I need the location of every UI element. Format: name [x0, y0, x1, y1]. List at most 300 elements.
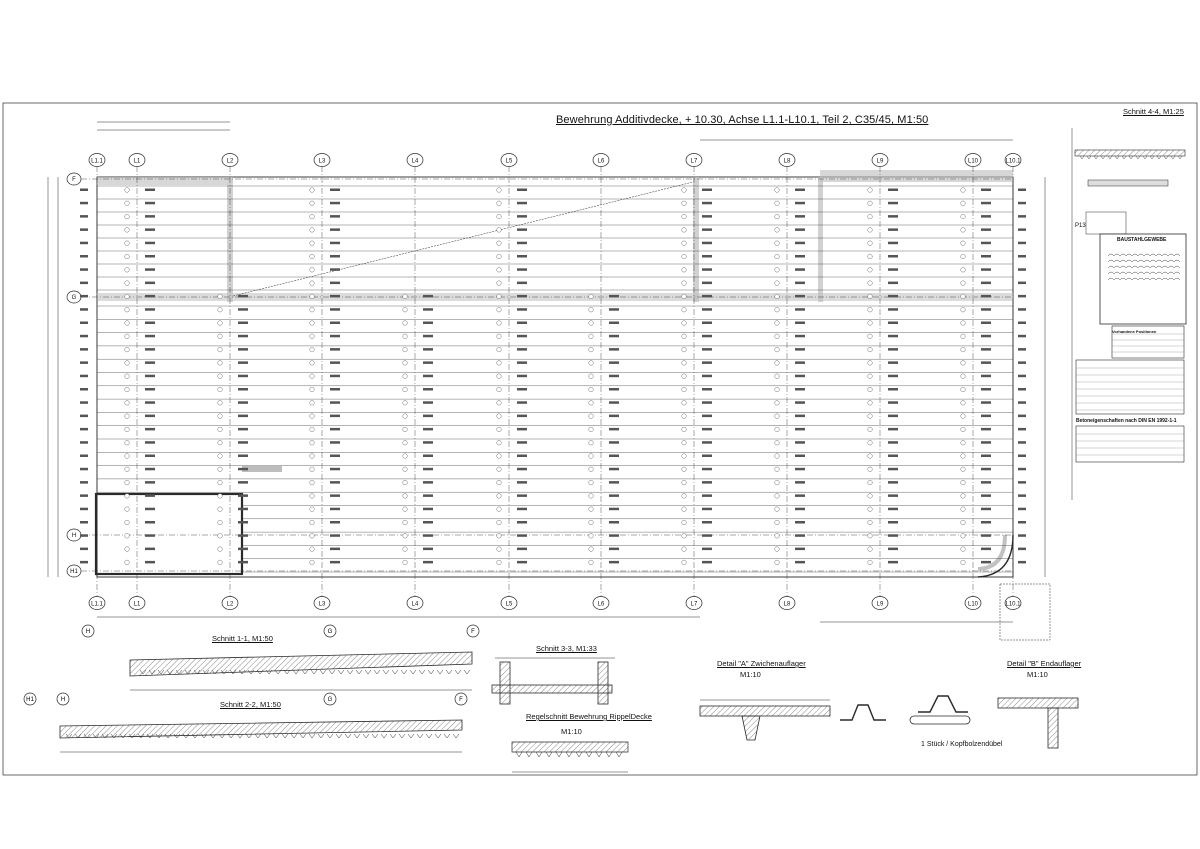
position-marker: [589, 494, 594, 499]
rebar-tag: [795, 415, 805, 418]
position-marker: [125, 480, 130, 485]
position-marker: [310, 480, 315, 485]
rib: [556, 752, 562, 757]
position-marker: [403, 361, 408, 366]
position-marker: [218, 401, 223, 406]
rib: [1171, 156, 1175, 159]
rebar-tag: [981, 335, 991, 338]
rebar-tag: [80, 255, 88, 258]
rib: [255, 734, 261, 738]
rebar-tag: [795, 494, 805, 497]
position-marker: [218, 547, 223, 552]
position-marker: [218, 480, 223, 485]
rebar-tag: [795, 335, 805, 338]
rebar-tag: [238, 335, 248, 338]
position-marker: [682, 494, 687, 499]
rebar-tag: [330, 228, 340, 231]
rebar-tag: [145, 268, 155, 271]
position-marker: [125, 547, 130, 552]
rebar-tag: [981, 228, 991, 231]
axis-label: L10: [967, 601, 979, 608]
rebar-tag: [517, 561, 527, 564]
position-marker: [775, 294, 780, 299]
position-marker: [682, 454, 687, 459]
position-marker: [497, 440, 502, 445]
rebar-tag: [1018, 548, 1026, 551]
position-marker: [310, 347, 315, 352]
rebar-tag: [981, 202, 991, 205]
rebar-tag: [795, 215, 805, 218]
rebar-tag: [517, 202, 527, 205]
rebar-tag: [981, 361, 991, 364]
position-marker: [682, 268, 687, 273]
rib: [546, 752, 552, 757]
position-marker: [310, 547, 315, 552]
rebar-tag: [795, 455, 805, 458]
rib: [596, 752, 602, 757]
rebar-tag: [423, 295, 433, 298]
rib: [586, 752, 592, 757]
rebar-tag: [609, 494, 619, 497]
position-marker: [310, 440, 315, 445]
position-marker: [868, 534, 873, 539]
position-marker: [497, 361, 502, 366]
position-marker: [775, 347, 780, 352]
position-marker: [961, 560, 966, 565]
rebar-tag: [80, 534, 88, 537]
rebar-tag: [238, 428, 248, 431]
rebar-tag: [330, 428, 340, 431]
rib: [390, 734, 396, 738]
rib-section-scale: M1:10: [561, 727, 582, 736]
rebar-tag: [888, 441, 898, 444]
position-marker: [775, 427, 780, 432]
position-marker: [775, 281, 780, 286]
axis-bubble-top: [314, 154, 330, 167]
rebar-tag: [423, 348, 433, 351]
position-marker: [961, 361, 966, 366]
rebar-tag: [795, 255, 805, 258]
rebar-tag: [888, 494, 898, 497]
position-marker: [775, 201, 780, 206]
rib: [408, 734, 414, 738]
rebar-tag: [238, 548, 248, 551]
rebar-tag: [145, 322, 155, 325]
axis-bubble-top: [89, 154, 105, 167]
rebar-tag: [517, 189, 527, 192]
position-marker: [682, 254, 687, 259]
rebar-tag: [888, 308, 898, 311]
position-marker: [589, 307, 594, 312]
rebar-tag: [981, 375, 991, 378]
position-marker: [589, 374, 594, 379]
rebar-tag: [145, 415, 155, 418]
position-marker: [589, 401, 594, 406]
position-marker: [125, 214, 130, 219]
position-marker: [775, 361, 780, 366]
rib: [455, 670, 461, 674]
position-marker: [497, 387, 502, 392]
axis-bubble-bottom: [872, 597, 888, 610]
section-axis-bubble: [467, 625, 479, 637]
rib: [273, 734, 279, 738]
rebar-tag: [609, 441, 619, 444]
rebar-tag: [330, 295, 340, 298]
position-marker: [868, 494, 873, 499]
position-marker: [589, 520, 594, 525]
position-marker: [310, 294, 315, 299]
rebar-tag: [795, 322, 805, 325]
rebar-tag: [981, 441, 991, 444]
rebar-tag: [702, 534, 712, 537]
position-marker: [403, 414, 408, 419]
rib: [437, 670, 443, 674]
position-marker: [403, 454, 408, 459]
rebar-tag: [145, 375, 155, 378]
rebar-tag: [238, 401, 248, 404]
rebar-tag: [609, 455, 619, 458]
rebar-tag: [702, 401, 712, 404]
rebar-tag: [981, 189, 991, 192]
axis-label: L8: [783, 601, 791, 608]
rib: [327, 734, 333, 738]
rebar-tag: [238, 468, 248, 471]
position-marker: [961, 228, 966, 233]
rebar-tag: [145, 468, 155, 471]
position-marker: [497, 201, 502, 206]
rebar-tag: [517, 494, 527, 497]
axis-bubble-bottom: [593, 597, 609, 610]
position-marker: [775, 454, 780, 459]
position-marker: [497, 268, 502, 273]
position-marker: [961, 414, 966, 419]
rebar-tag: [1018, 282, 1026, 285]
rebar-tag: [80, 348, 88, 351]
position-marker: [868, 214, 873, 219]
rebar-tag: [517, 521, 527, 524]
rebar-tag: [330, 494, 340, 497]
position-marker: [868, 480, 873, 485]
rebar-tag: [1018, 561, 1026, 564]
axis-label: H: [71, 533, 77, 540]
rebar-tag: [888, 295, 898, 298]
rebar-tag: [795, 468, 805, 471]
rebar-tag: [238, 521, 248, 524]
position-marker: [310, 427, 315, 432]
position-marker: [497, 534, 502, 539]
rib: [336, 734, 342, 738]
axis-label: L2: [226, 158, 234, 165]
rebar-tag: [330, 202, 340, 205]
position-marker: [961, 454, 966, 459]
rebar-tag: [609, 561, 619, 564]
rib: [464, 670, 470, 674]
position-marker: [497, 254, 502, 259]
rebar-tag: [80, 481, 88, 484]
position-marker: [868, 241, 873, 246]
position-marker: [961, 307, 966, 312]
rebar-tag: [609, 468, 619, 471]
position-marker: [775, 560, 780, 565]
rebar-tag: [1018, 215, 1026, 218]
rebar-tag: [981, 468, 991, 471]
position-marker: [497, 294, 502, 299]
axis-label: F: [471, 629, 475, 636]
section-axis-bubble: [324, 693, 336, 705]
position-marker: [218, 534, 223, 539]
rebar-tag: [888, 521, 898, 524]
rebar-tag: [423, 428, 433, 431]
rebar-tag: [517, 508, 527, 511]
rebar-tag: [609, 375, 619, 378]
position-marker: [125, 440, 130, 445]
position-marker: [497, 507, 502, 512]
rebar-tag: [702, 415, 712, 418]
position-marker: [218, 387, 223, 392]
rib: [282, 734, 288, 738]
axis-bubble-left: [67, 529, 81, 541]
rebar-tag: [702, 388, 712, 391]
rib-section-slab: [512, 742, 628, 752]
rebar-tag: [238, 455, 248, 458]
position-marker: [218, 347, 223, 352]
rebar-tag: [80, 335, 88, 338]
position-marker: [961, 467, 966, 472]
rib: [616, 752, 622, 757]
section-axis-bubble: [455, 693, 467, 705]
rib: [318, 734, 324, 738]
rebar-tag: [145, 508, 155, 511]
position-marker: [682, 414, 687, 419]
rebar-tag: [145, 189, 155, 192]
rebar-tag: [795, 548, 805, 551]
rebar-tag: [888, 428, 898, 431]
section-axis-bubble: [24, 693, 36, 705]
rebar-tag: [145, 348, 155, 351]
position-marker: [497, 334, 502, 339]
rebar-tag: [80, 322, 88, 325]
position-marker: [497, 560, 502, 565]
rebar-tag: [330, 508, 340, 511]
rebar-tag: [795, 189, 805, 192]
position-marker: [125, 307, 130, 312]
position-marker: [868, 560, 873, 565]
rebar-tag: [795, 202, 805, 205]
position-marker: [218, 334, 223, 339]
rebar-tag: [609, 481, 619, 484]
stud-note: 1 Stück / Kopfbolzendübel: [921, 741, 1003, 748]
rebar-tag: [981, 295, 991, 298]
axis-label: L7: [690, 601, 698, 608]
rebar-tag: [702, 215, 712, 218]
rib: [435, 734, 441, 738]
position-marker: [682, 241, 687, 246]
position-marker: [125, 241, 130, 246]
position-marker: [310, 494, 315, 499]
position-marker: [868, 467, 873, 472]
rebar-tag: [888, 548, 898, 551]
axis-label: F: [459, 697, 463, 704]
position-marker: [961, 507, 966, 512]
rib: [1094, 156, 1098, 159]
position-marker: [775, 188, 780, 193]
rebar-tag: [80, 428, 88, 431]
position-marker: [218, 414, 223, 419]
detail-a-title: Detail "A" Zwichenauflager: [717, 659, 806, 668]
position-marker: [961, 281, 966, 286]
position-marker: [310, 201, 315, 206]
section-axis-bubble: [324, 625, 336, 637]
rebar-tag: [517, 335, 527, 338]
rib: [576, 752, 582, 757]
rebar-tag: [888, 534, 898, 537]
position-marker: [961, 520, 966, 525]
position-marker: [310, 214, 315, 219]
rebar-tag: [981, 268, 991, 271]
position-marker: [682, 228, 687, 233]
axis-bubble-top: [686, 154, 702, 167]
rib: [426, 734, 432, 738]
axis-label: L4: [411, 601, 419, 608]
rebar-tag: [1018, 255, 1026, 258]
position-marker: [868, 281, 873, 286]
rebar-tag: [609, 521, 619, 524]
position-marker: [497, 454, 502, 459]
rebar-tag: [330, 455, 340, 458]
rebar-tag: [702, 521, 712, 524]
position-marker: [775, 507, 780, 512]
section-1-1-title: Schnitt 1-1, M1:50: [212, 634, 273, 643]
position-marker: [218, 294, 223, 299]
concrete-properties-heading: Betoneigenschaften nach DIN EN 1992-1-1: [1076, 418, 1177, 424]
rebar-tag: [145, 215, 155, 218]
axis-label: L7: [690, 158, 698, 165]
rebar-tag: [1018, 481, 1026, 484]
rebar-tag: [795, 428, 805, 431]
rebar-tag: [145, 361, 155, 364]
rebar-tag: [1018, 415, 1026, 418]
rebar-tag: [888, 228, 898, 231]
rebar-tag: [330, 215, 340, 218]
rib: [329, 670, 335, 674]
rib: [1136, 156, 1140, 159]
rebar-tag: [80, 308, 88, 311]
rebar-tag: [517, 468, 527, 471]
rebar-tag: [609, 322, 619, 325]
axis-bubble-left: [67, 565, 81, 577]
rebar-tag: [1018, 348, 1026, 351]
axis-label: L10: [967, 158, 979, 165]
rebar-tag: [795, 401, 805, 404]
rib: [311, 670, 317, 674]
section-axis-bubble: [57, 693, 69, 705]
position-marker: [868, 188, 873, 193]
position-marker: [961, 547, 966, 552]
rebar-tag: [145, 335, 155, 338]
rebar-tag: [888, 322, 898, 325]
rebar-tag: [795, 375, 805, 378]
rebar-tag: [1018, 322, 1026, 325]
rebar-tag: [702, 494, 712, 497]
rib: [309, 734, 315, 738]
axis-label: L10.1: [1005, 158, 1021, 165]
rebar-tag: [330, 375, 340, 378]
position-marker: [961, 387, 966, 392]
position-marker: [682, 507, 687, 512]
rebar-tag: [80, 242, 88, 245]
rib: [363, 734, 369, 738]
rib: [1087, 156, 1091, 159]
rebar-tag: [981, 401, 991, 404]
rib: [1129, 156, 1133, 159]
rebar-tag: [517, 415, 527, 418]
section-axis-bubble: [82, 625, 94, 637]
position-marker: [682, 307, 687, 312]
rebar-tag: [423, 494, 433, 497]
position-marker: [403, 401, 408, 406]
rib: [410, 670, 416, 674]
rebar-tag: [145, 308, 155, 311]
position-marker: [775, 321, 780, 326]
rebar-tag: [795, 295, 805, 298]
rebar-tag: [238, 295, 248, 298]
p13-label: P13: [1075, 223, 1086, 229]
rebar-tag: [1018, 242, 1026, 245]
position-marker: [310, 321, 315, 326]
position-marker: [125, 347, 130, 352]
rebar-tag: [80, 521, 88, 524]
rebar-tag: [981, 388, 991, 391]
axis-bubble-top: [779, 154, 795, 167]
position-marker: [125, 427, 130, 432]
rebar-tag: [1018, 534, 1026, 537]
rebar-tag: [517, 215, 527, 218]
position-marker: [961, 401, 966, 406]
axis-label: L3: [318, 601, 326, 608]
rebar-tag: [423, 534, 433, 537]
rebar-tag: [80, 561, 88, 564]
position-marker: [775, 334, 780, 339]
position-marker: [775, 494, 780, 499]
rebar-tag: [981, 561, 991, 564]
position-marker: [682, 520, 687, 525]
position-marker: [775, 414, 780, 419]
rebar-tag: [80, 468, 88, 471]
rebar-tag: [702, 561, 712, 564]
concrete-table: [1076, 426, 1184, 462]
rebar-tag: [981, 548, 991, 551]
position-marker: [125, 414, 130, 419]
edge-strip: [97, 177, 227, 185]
rebar-tag: [702, 228, 712, 231]
rebar-tag: [1018, 295, 1026, 298]
rib: [300, 734, 306, 738]
position-marker: [868, 507, 873, 512]
detail-a-slab: [700, 706, 830, 716]
position-marker: [961, 427, 966, 432]
section-3-3-wall: [500, 662, 510, 704]
rib: [1115, 156, 1119, 159]
rebar-tag: [702, 335, 712, 338]
position-marker: [868, 427, 873, 432]
position-marker: [682, 427, 687, 432]
axis-bubble-bottom: [129, 597, 145, 610]
rib: [1178, 156, 1182, 159]
rebar-tag: [238, 388, 248, 391]
position-marker: [310, 454, 315, 459]
rebar-tag: [702, 255, 712, 258]
position-marker: [125, 467, 130, 472]
